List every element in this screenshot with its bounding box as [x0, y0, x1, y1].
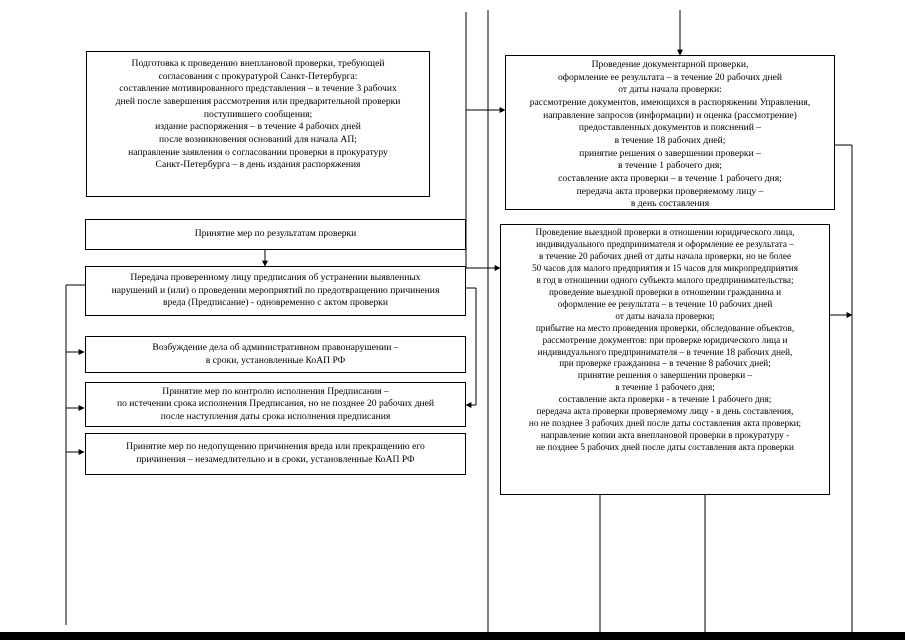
prep-line: Подготовка к проведению внеплановой проверки, требующей	[131, 58, 385, 69]
field-line: индивидуального предпринимателя и оформление ее результата –	[536, 238, 794, 249]
doc-line: от даты начала проверки:	[618, 84, 722, 96]
bottom-scan-edge	[0, 632, 905, 640]
measures-box	[85, 219, 466, 250]
doc-line: передача акта проверки проверяемому лицу –	[576, 185, 764, 197]
doc-line: оформление ее результата – в течение 20 рабочих дней	[557, 71, 783, 83]
order-line: Передача проверенному лицу предписания об устранении выявленных	[130, 272, 421, 284]
prep-line: составление мотивированного представления – в течение 3 рабочих	[119, 83, 397, 95]
field-line: оформление ее результата – в течение 10 рабочих дней	[557, 298, 773, 309]
doc-line: в течение 1 рабочего дня;	[618, 160, 722, 172]
order-line: вреда (Предписание) - одновременно с актом проверки	[163, 297, 388, 309]
field-line: индивидуального предпринимателя – в течение 18 рабочих дней,	[537, 346, 793, 357]
doc-line: Проведение документарной проверки,	[591, 59, 749, 70]
field-line: направление копии акта внеплановой проверки в прокуратуру -	[540, 430, 790, 441]
field-box	[500, 224, 830, 495]
case-box	[85, 336, 466, 373]
field-line: в течение 1 рабочего дня;	[615, 382, 715, 393]
prevent-line: причинения – незамедлительно и в сроки, установленные КоАП РФ	[136, 454, 415, 465]
order-box	[85, 266, 466, 316]
doc-line: составление акта проверки – в течение 1 рабочего дня;	[558, 172, 782, 184]
field-line: проведение выездной проверки в отношении гражданина и	[548, 286, 782, 297]
prep-line: согласования с прокуратурой Санкт-Петербурга:	[158, 70, 358, 82]
field-line: принятие решения о завершении проверки –	[577, 370, 753, 381]
field-line: при проверке гражданина – в течение 8 рабочих дней;	[559, 358, 771, 369]
prep-line: поступившего сообщения;	[203, 108, 313, 120]
control-line: по истечении срока исполнения Предписания, но не позднее 20 рабочих дней	[116, 398, 435, 410]
control-line: после наступления даты срока исполнения предписания	[160, 410, 391, 422]
field-line: передача акта проверки проверяемому лицу - в день составления,	[536, 406, 794, 417]
prevent-line: Принятие мер по недопущению причинения вреда или прекращению его	[126, 441, 425, 453]
field-line: в год в отношении одного субъекта малого предпринимательства;	[536, 274, 794, 285]
prep-line: дней после завершения рассмотрения или предварительной проверки	[115, 95, 401, 107]
case-line: Возбуждение дела об административном правонарушении –	[152, 341, 399, 353]
field-line: Проведение выездной проверки в отношении юридического лица,	[535, 227, 795, 237]
control-box	[85, 382, 466, 427]
doc-line: направление запросов (информации) и оценка (рассмотрение)	[543, 109, 797, 121]
prep-box	[86, 51, 430, 197]
field-line: в течение 20 рабочих дней от даты начала проверки, но не более	[538, 250, 792, 261]
doc-line: принятие решения о завершении проверки –	[579, 147, 761, 159]
field-line: но не позднее 3 рабочих дней после даты составления акта проверки;	[528, 418, 802, 429]
doc-line: в течение 18 рабочих дней;	[614, 134, 726, 146]
measures-line: Принятие мер по результатам проверки	[194, 228, 357, 240]
doc-line: в день составления	[630, 198, 710, 210]
prep-line: направление заявления о согласовании проверки в прокуратуру	[128, 146, 388, 158]
prevent-box	[85, 433, 466, 475]
doc-line: предоставленных документов и пояснений –	[578, 122, 762, 134]
doc-line: рассмотрение документов, имеющихся в распоряжении Управления,	[529, 96, 811, 108]
field-line: от даты начала проверки;	[615, 310, 715, 321]
doc-box	[505, 55, 835, 210]
field-line: рассмотрение документов: при проверке юридического лица и	[542, 334, 788, 345]
field-line: 50 часов для малого предприятия и 15 часов для микропредприятия	[532, 262, 798, 273]
control-line: Принятие мер по контролю исполнения Предписания –	[162, 385, 389, 397]
prep-line: Санкт-Петербурга – в день издания распоряжения	[155, 159, 361, 171]
field-line: прибытие на место проведения проверки, обследование объектов,	[535, 322, 795, 333]
order-line: нарушений и (или) о проведении мероприятий по предотвращению причинения	[111, 284, 440, 296]
prep-line: после возникновения оснований для начала АП;	[159, 133, 357, 145]
prep-line: издание распоряжения – в течение 4 рабочих дней	[155, 121, 361, 133]
field-line: не позднее 5 рабочих дней после даты составления акта проверки	[536, 442, 794, 453]
field-line: составление акта проверки - в течение 1 рабочего дня;	[558, 394, 772, 405]
case-line: в сроки, установленные КоАП РФ	[205, 354, 346, 366]
